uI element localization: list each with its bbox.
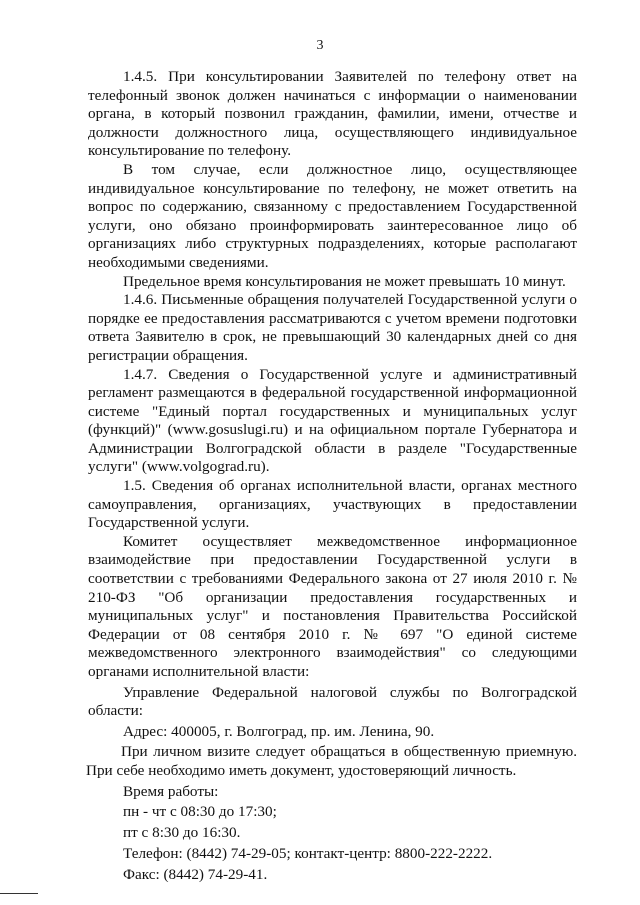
paragraph-personal-visit: При личном визите следует обращаться в общественную приемную. При себе необходимо иметь документ, удостоверяющий личность.	[86, 743, 577, 779]
paragraph-1-4-7: 1.4.7. Сведения о Государственной услуге и административный регламент размещаются в федеральной государственной информационной системе "Единый портал государственных и муниципальных услуг (функций)" (www.gosuslugi.ru) и на официальном портале Губернатора и Администрации Волгоградской области в разделе "Государственные услуги" (www.volgograd.ru).	[88, 365, 577, 476]
paragraph-work-hours-mon-thu: пн - чт с 08:30 до 17:30;	[123, 803, 277, 821]
paragraph-work-hours-title: Время работы:	[123, 782, 219, 800]
paragraph-committee: Комитет осуществляет межведомственное информационное взаимодействие при предоставлении Государственной услуги в соответствии с требованиями Федерального закона от 27 июля 2010 г. № 210-ФЗ "Об организации предоставления государственных и муниципальных услуг" и постановления Правительства Российской Федерации от 08 сентября 2010 г. № 697 "О единой системе межведомственного электронного взаимодействия" со следующими органами исполнительной власти:	[88, 532, 577, 680]
document-body	[88, 68, 577, 885]
page-number: 3	[316, 38, 324, 53]
paragraph-1-5: 1.5. Сведения об органах исполнительной власти, органах местного самоуправления, организациях, участвующих в предоставлении Государственной услуги.	[88, 477, 577, 532]
paragraph-time-limit: Предельное время консультирования не может превышать 10 минут.	[123, 272, 566, 290]
paragraph-consultation-redirect: В том случае, если должностное лицо, осуществляющее индивидуальное консультирование по телефону, не может ответить на вопрос по содержанию, связанному с предоставлением Государственной услуги, оно обязано проинформировать заинтересованное лицо об организациях либо структурных подразделениях, которые располагают необходимыми сведениями.	[88, 160, 577, 271]
paragraph-1-4-6: 1.4.6. Письменные обращения получателей Государственной услуги о порядке ее предоставления рассматриваются с учетом времени подготовки ответа Заявителю в срок, не превышающий 30 календарных дней со дня регистрации обращения.	[88, 291, 577, 364]
paragraph-address: Адрес: 400005, г. Волгоград, пр. им. Ленина, 90.	[123, 722, 435, 740]
footnote-rule	[0, 893, 38, 894]
paragraph-phone: Телефон: (8442) 74-29-05; контакт-центр: 8800-222-2222.	[123, 845, 493, 863]
paragraph-fax: Факс: (8442) 74-29-41.	[123, 865, 268, 883]
paragraph-tax-service: Управление Федеральной налоговой службы по Волгоградской области:	[88, 683, 577, 720]
paragraph-1-4-5: 1.4.5. При консультировании Заявителей по телефону ответ на телефонный звонок должен начинаться с информации о наименовании органа, в который позвонил гражданин, фамилии, имени, отчестве и должности должностного лица, осуществляющего индивидуальное консультирование по телефону.	[88, 68, 577, 160]
paragraph-work-hours-fri: пт с 8:30 до 16:30.	[123, 823, 241, 841]
